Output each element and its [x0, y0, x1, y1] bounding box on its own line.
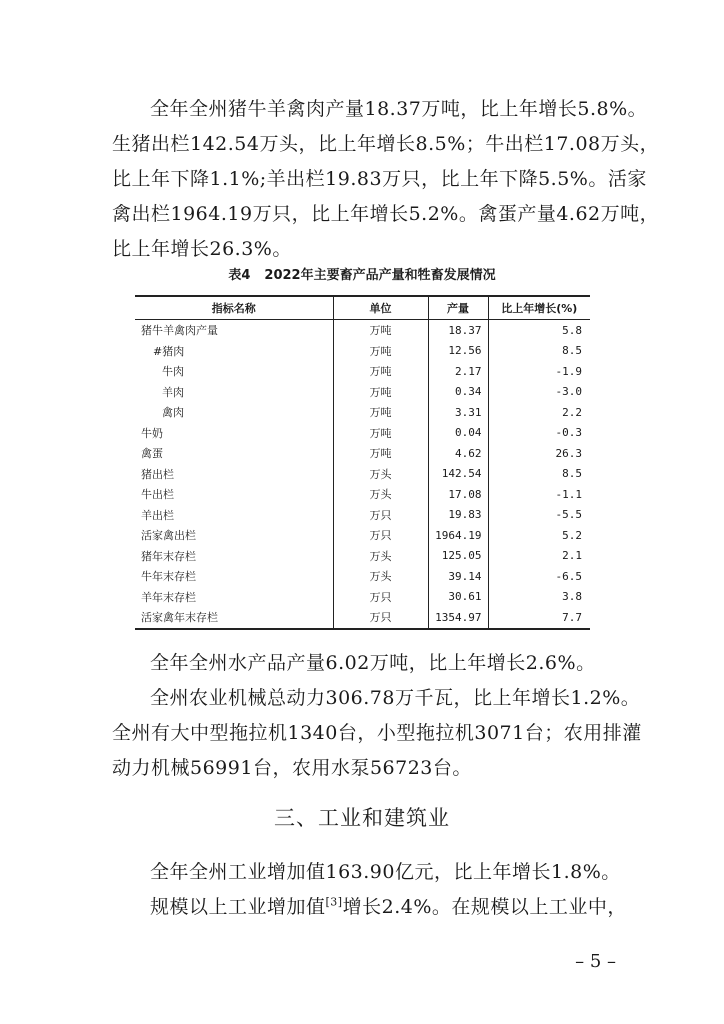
- table-row: [135, 402, 590, 423]
- row-growth: 3.8: [488, 587, 590, 608]
- row-unit: 万只: [333, 525, 428, 546]
- table-header-row: [135, 296, 590, 320]
- header-growth: 比上年增长(%): [488, 296, 590, 320]
- row-value: 18.37: [428, 320, 488, 341]
- row-growth: -0.3: [488, 423, 590, 444]
- table-caption-title: 2022年主要畜产品产量和牲畜发展情况: [264, 268, 496, 283]
- row-value: 1964.19: [428, 525, 488, 546]
- row-value: 17.08: [428, 484, 488, 505]
- row-unit: 万只: [333, 587, 428, 608]
- table-row: [135, 525, 590, 546]
- row-value: 39.14: [428, 566, 488, 587]
- paragraph-line: 动力机械56991台，农用水泵56723台。: [112, 757, 472, 779]
- row-name: 禽肉: [162, 406, 184, 420]
- table-row: [135, 382, 590, 403]
- row-unit: 万吨: [333, 423, 428, 444]
- row-growth: -1.1: [488, 484, 590, 505]
- table-row: [135, 423, 590, 444]
- row-unit: 万吨: [333, 443, 428, 464]
- paragraph-line: 全年全州猪牛羊禽肉产量18.37万吨，比上年增长5.8%。: [150, 98, 648, 120]
- row-growth: -3.0: [488, 382, 590, 403]
- row-value: 0.04: [428, 423, 488, 444]
- row-growth: 5.8: [488, 320, 590, 341]
- row-unit: 万只: [333, 505, 428, 526]
- row-name: 猪年末存栏: [141, 549, 196, 563]
- paragraph-line: 全州农业机械总动力306.78万千瓦，比上年增长1.2%。: [150, 687, 641, 709]
- text-before-note: 规模以上工业增加值: [150, 896, 326, 918]
- table-caption: [0, 266, 724, 286]
- page-number: – 5 –: [575, 951, 616, 972]
- paragraph-line: 禽出栏1964.19万只，比上年增长5.2%。禽蛋产量4.62万吨，: [112, 203, 660, 225]
- row-growth: 2.2: [488, 402, 590, 423]
- livestock-table: [135, 295, 590, 630]
- row-growth: 5.2: [488, 525, 590, 546]
- row-unit: 万头: [333, 484, 428, 505]
- table-row: [135, 484, 590, 505]
- table-row: [135, 443, 590, 464]
- row-name: 活家禽出栏: [141, 529, 196, 543]
- row-name: 牛肉: [162, 365, 184, 379]
- row-unit: 万吨: [333, 382, 428, 403]
- row-name: 活家禽年末存栏: [141, 611, 218, 625]
- paragraph-aquatic-output: [112, 646, 614, 681]
- row-growth: -5.5: [488, 505, 590, 526]
- row-name: 牛奶: [141, 426, 163, 440]
- row-name: #猪肉: [153, 344, 185, 358]
- row-name: 牛出栏: [141, 488, 174, 502]
- table-row: [135, 505, 590, 526]
- row-value: 19.83: [428, 505, 488, 526]
- row-value: 142.54: [428, 464, 488, 485]
- row-name: 羊出栏: [141, 508, 174, 522]
- footnote-ref[interactable]: [3]: [325, 895, 343, 909]
- table-row: [135, 320, 590, 341]
- row-name: 猪牛羊禽肉产量: [141, 324, 218, 338]
- paragraph-line: 全年全州工业增加值163.90亿元，比上年增长1.8%。: [150, 861, 621, 883]
- paragraph-machinery: [112, 681, 642, 786]
- row-value: 125.05: [428, 546, 488, 567]
- row-value: 1354.97: [428, 607, 488, 629]
- table-row: [135, 607, 590, 629]
- paragraph-industry-added-value: [112, 855, 621, 890]
- header-unit: 单位: [333, 296, 428, 320]
- table-row: [135, 587, 590, 608]
- row-value: 2.17: [428, 361, 488, 382]
- paragraph-line: 全州有大中型拖拉机1340台，小型拖拉机3071台；农用排灌: [112, 722, 642, 744]
- row-unit: 万只: [333, 607, 428, 629]
- header-name: 指标名称: [211, 302, 256, 315]
- row-growth: 8.5: [488, 464, 590, 485]
- row-value: 12.56: [428, 341, 488, 362]
- row-unit: 万吨: [333, 402, 428, 423]
- row-unit: 万头: [333, 566, 428, 587]
- paragraph-line: 生猪出栏142.54万头，比上年增长8.5%；牛出栏17.08万头，: [112, 133, 660, 155]
- table-row: [135, 464, 590, 485]
- row-name: 猪出栏: [141, 467, 174, 481]
- row-unit: 万吨: [333, 320, 428, 341]
- row-name: 禽蛋: [141, 447, 163, 461]
- row-unit: 万头: [333, 546, 428, 567]
- table-caption-number: 表4: [228, 268, 251, 283]
- row-value: 3.31: [428, 402, 488, 423]
- row-value: 0.34: [428, 382, 488, 403]
- row-growth: 7.7: [488, 607, 590, 629]
- section-heading: 三、工业和建筑业: [274, 806, 450, 830]
- header-value: 产量: [428, 296, 488, 320]
- table-row: [135, 546, 590, 567]
- row-growth: 8.5: [488, 341, 590, 362]
- row-growth: -1.9: [488, 361, 590, 382]
- row-value: 30.61: [428, 587, 488, 608]
- row-unit: 万头: [333, 464, 428, 485]
- row-growth: 2.1: [488, 546, 590, 567]
- table-row: [135, 341, 590, 362]
- paragraph-livestock-output: [112, 92, 660, 267]
- paragraph-line: 比上年下降1.1%;羊出栏19.83万只，比上年下降5.5%。活家: [112, 168, 647, 190]
- row-growth: -6.5: [488, 566, 590, 587]
- paragraph-line: 比上年增长26.3%。: [112, 238, 292, 260]
- row-name: 羊年末存栏: [141, 590, 196, 604]
- paragraph-line: [112, 890, 627, 925]
- row-unit: 万吨: [333, 361, 428, 382]
- row-name: 羊肉: [162, 385, 184, 399]
- row-value: 4.62: [428, 443, 488, 464]
- table-row: [135, 566, 590, 587]
- table-row: [135, 361, 590, 382]
- text-after-note: 增长2.4%。在规模以上工业中，: [342, 896, 627, 918]
- row-growth: 26.3: [488, 443, 590, 464]
- paragraph-line: 全年全州水产品产量6.02万吨，比上年增长2.6%。: [150, 652, 596, 674]
- row-name: 牛年末存栏: [141, 570, 196, 584]
- row-unit: 万吨: [333, 341, 428, 362]
- paragraph-large-scale-industry: [112, 890, 627, 925]
